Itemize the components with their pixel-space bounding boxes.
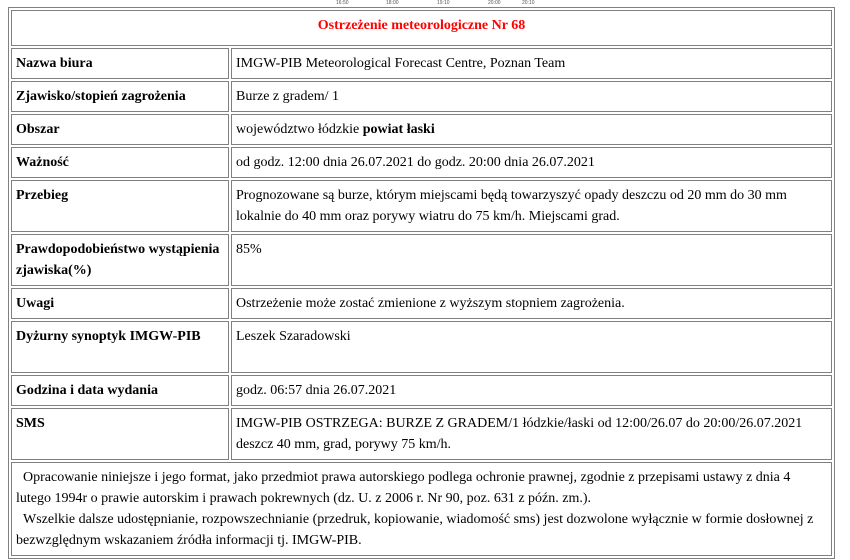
title-row: [11, 10, 832, 46]
area-county: powiat łaski: [362, 122, 435, 137]
row-label-issued: Godzina i data wydania: [11, 375, 229, 406]
copyright-paragraph: Opracowanie niniejsze i jego format, jako przedmiot prawa autorskiego podlega ochronie prawnej, zgodnie z przepisami ustawy z dnia 4 lutego 1994r o prawie autorskim i prawach pokrewnych (dz. U. z 2006 r. Nr 90, poz. 631 z późn. zm.).: [16, 470, 791, 506]
row-value-issued: godz. 06:57 dnia 26.07.2021: [231, 375, 832, 406]
tick-label: 16:50: [336, 0, 349, 6]
row-value-forecaster: Leszek Szaradowski: [231, 321, 832, 373]
table-row: [11, 81, 832, 112]
copyright-notice: [11, 462, 832, 556]
row-label-remarks: Uwagi: [11, 288, 229, 319]
row-value-course: Prognozowane są burze, którym miejscami będą towarzyszyć opady deszczu od 20 mm do 30 mm lokalnie do 40 mm oraz porywy wiatru do 75 km/h. Miejscami grad.: [231, 180, 832, 232]
warning-table: [8, 7, 835, 559]
row-label-phenomenon: Zjawisko/stopień zagrożenia: [11, 81, 229, 112]
table-row: [11, 375, 832, 406]
table-row: [11, 147, 832, 178]
row-label-forecaster: Dyżurny synoptyk IMGW-PIB: [11, 321, 229, 373]
row-label-sms: SMS: [11, 408, 229, 460]
table-row: [11, 114, 832, 145]
row-value-probability: 85%: [231, 234, 832, 286]
top-time-ticks: [0, 0, 850, 6]
table-row: [11, 234, 832, 286]
tick-label: 19:10: [437, 0, 450, 6]
row-label-office: Nazwa biura: [11, 48, 229, 79]
row-value-office: IMGW-PIB Meteorological Forecast Centre, Poznan Team: [231, 48, 832, 79]
row-label-probability: Prawdopodobieństwo wystąpienia zjawiska(%): [11, 234, 229, 286]
tick-label: 20:00: [488, 0, 501, 6]
footer-row: [11, 462, 832, 556]
table-row: [11, 408, 832, 460]
row-label-validity: Ważność: [11, 147, 229, 178]
table-row: [11, 180, 832, 232]
warning-title: Ostrzeżenie meteorologiczne Nr 68: [11, 10, 832, 46]
tick-label: 20:10: [522, 0, 535, 6]
distribution-paragraph: Wszelkie dalsze udostępnianie, rozpowszechnianie (przedruk, kopiowanie, wiadomość sms) jest dozwolone wyłącznie w formie dosłownej z bezwzględnym wskazaniem źródła informacji tj. IMGW-PIB.: [16, 512, 814, 548]
row-value-sms: IMGW-PIB OSTRZEGA: BURZE Z GRADEM/1 łódzkie/łaski od 12:00/26.07 do 20:00/26.07.2021 deszcz 40 mm, grad, porywy 75 km/h.: [231, 408, 832, 460]
row-value-remarks: Ostrzeżenie może zostać zmienione z wyższym stopniem zagrożenia.: [231, 288, 832, 319]
row-value-phenomenon: Burze z gradem/ 1: [231, 81, 832, 112]
table-row: [11, 321, 832, 373]
table-row: [11, 48, 832, 79]
row-value-area: [231, 114, 832, 145]
row-value-validity: od godz. 12:00 dnia 26.07.2021 do godz. 20:00 dnia 26.07.2021: [231, 147, 832, 178]
row-label-area: Obszar: [11, 114, 229, 145]
row-label-course: Przebieg: [11, 180, 229, 232]
table-row: [11, 288, 832, 319]
tick-label: 18:00: [386, 0, 399, 6]
area-voivodeship: województwo łódzkie: [236, 122, 363, 137]
